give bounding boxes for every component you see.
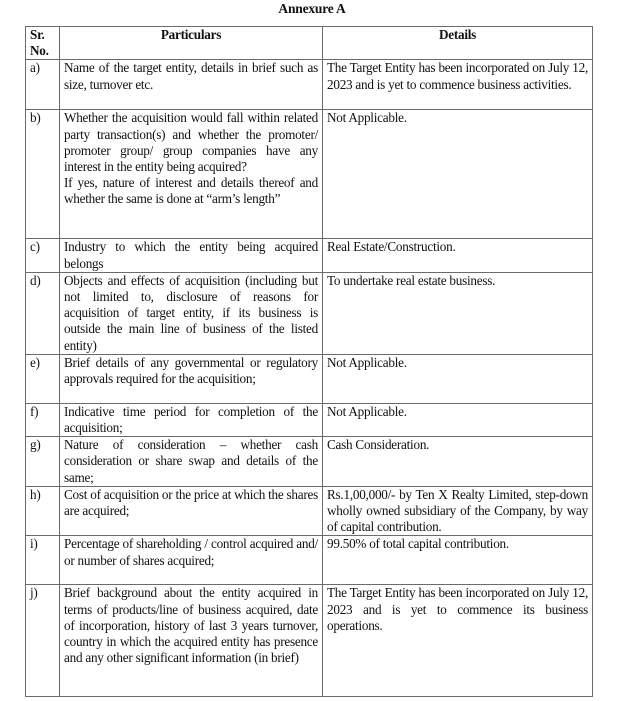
row-sr: a) (26, 60, 60, 110)
table-row (26, 354, 593, 403)
row-details: The Target Entity has been incorporated on July 12, 2023 and is yet to commence its business operations. (323, 585, 593, 697)
row-particulars: Objects and effects of acquisition (including but not limited to, disclosure of reasons for acquisition of target entity, if its business is outside the main line of business of the listed entity) (60, 272, 323, 354)
table-row (26, 437, 593, 487)
row-sr: d) (26, 272, 60, 354)
row-particulars: Indicative time period for completion of the acquisition; (60, 403, 323, 436)
row-details: The Target Entity has been incorporated on July 12, 2023 and is yet to commence business activities. (323, 60, 593, 110)
table-row (26, 60, 593, 110)
row-sr: e) (26, 354, 60, 403)
row-particulars: Brief details of any governmental or regulatory approvals required for the acquisition; (60, 354, 323, 403)
table-row (26, 585, 593, 697)
header-details: Details (323, 27, 593, 60)
table-row (26, 272, 593, 354)
table-row (26, 536, 593, 585)
row-particulars: Name of the target entity, details in brief such as size, turnover etc. (60, 60, 323, 110)
row-sr: i) (26, 536, 60, 585)
row-details: Not Applicable. (323, 403, 593, 436)
row-particulars-extra: If yes, nature of interest and details thereof and whether the same is done at “arm’s length” (64, 175, 318, 207)
annexure-title: Annexure A (278, 1, 346, 16)
row-details: Real Estate/Construction. (323, 239, 593, 272)
row-sr: f) (26, 403, 60, 436)
row-particulars-main: Whether the acquisition would fall within related party transaction(s) and whether the promoter/ promoter group/ group companies have any interest in the entity being acquired? (64, 110, 318, 175)
annexure-table (25, 26, 593, 697)
table-row (26, 110, 593, 239)
row-details: To undertake real estate business. (323, 272, 593, 354)
header-particulars: Particulars (60, 27, 323, 60)
row-sr: h) (26, 486, 60, 536)
row-details: Not Applicable. (323, 354, 593, 403)
row-sr: c) (26, 239, 60, 272)
row-particulars: Cost of acquisition or the price at which the shares are acquired; (60, 486, 323, 536)
row-particulars: Nature of consideration – whether cash consideration or share swap and details of the same; (60, 437, 323, 487)
row-sr: b) (26, 110, 60, 239)
row-details: Rs.1,00,000/- by Ten X Realty Limited, step-down wholly owned subsidiary of the Company, by way of capital contribution. (323, 486, 593, 536)
table-header-row (26, 27, 593, 60)
row-sr: j) (26, 585, 60, 697)
row-details: 99.50% of total capital contribution. (323, 536, 593, 585)
table-row (26, 239, 593, 272)
row-particulars: Industry to which the entity being acquired belongs (60, 239, 323, 272)
row-particulars: Percentage of shareholding / control acquired and/ or number of shares acquired; (60, 536, 323, 585)
row-sr: g) (26, 437, 60, 487)
header-sr-no: Sr. No. (26, 27, 60, 60)
row-particulars (60, 110, 323, 239)
row-details: Cash Consideration. (323, 437, 593, 487)
table-row (26, 403, 593, 436)
table-row (26, 486, 593, 536)
row-details: Not Applicable. (323, 110, 593, 239)
row-particulars: Brief background about the entity acquired in terms of products/line of business acquired, date of incorporation, history of last 3 years turnover, country in which the acquired entity has presence and any other significant information (in brief) (60, 585, 323, 697)
